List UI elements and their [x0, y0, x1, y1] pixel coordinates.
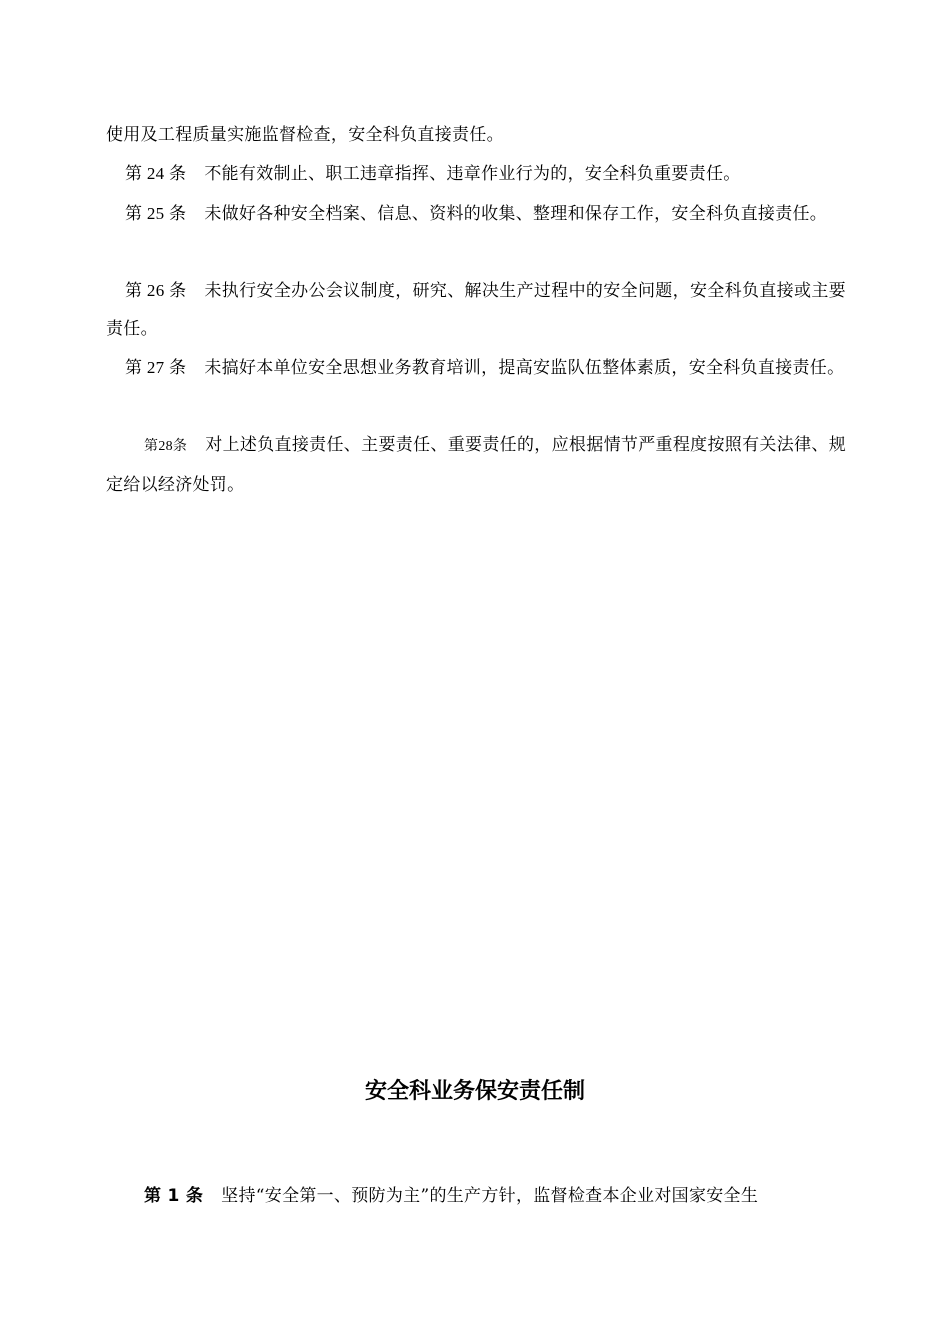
- continuation-text: 使用及工程质量实施监督检查，安全科负直接责任。: [106, 125, 504, 145]
- section-article-1: [106, 1177, 846, 1215]
- article-text: 对上述负直接责任、主要责任、重要责任的，应根据情节严重程度按照有关法律、规定给以经济处罚。: [106, 435, 846, 495]
- article-number: 第 27 条: [125, 358, 187, 377]
- article-26: [106, 272, 846, 348]
- section-title: 安全科业务保安责任制: [364, 1079, 585, 1104]
- article-text: 未执行安全办公会议制度，研究、解决生产过程中的安全问题，安全科负直接或主要责任。: [106, 281, 846, 339]
- article-25: [106, 195, 846, 233]
- article-number: 第 26 条: [125, 281, 187, 300]
- article-number: 第28条: [144, 439, 188, 454]
- article-number: 第 24 条: [125, 164, 187, 183]
- article-text: 不能有效制止、职工违章指挥、违章作业行为的，安全科负重要责任。: [204, 164, 741, 184]
- article-28: [106, 426, 846, 504]
- article-text: 未搞好本单位安全思想业务教育培训，提高安监队伍整体素质，安全科负直接责任。: [204, 358, 845, 378]
- article-27: [106, 349, 846, 387]
- continuation-paragraph: [106, 116, 846, 154]
- article-24: [106, 155, 846, 193]
- article-number: 第 1 条: [144, 1186, 204, 1206]
- article-text: 未做好各种安全档案、信息、资料的收集、整理和保存工作，安全科负直接责任。: [204, 204, 828, 224]
- article-text: 坚持“安全第一、预防为主”的生产方针，监督检查本企业对国家安全生: [221, 1186, 759, 1206]
- article-number: 第 25 条: [125, 204, 187, 223]
